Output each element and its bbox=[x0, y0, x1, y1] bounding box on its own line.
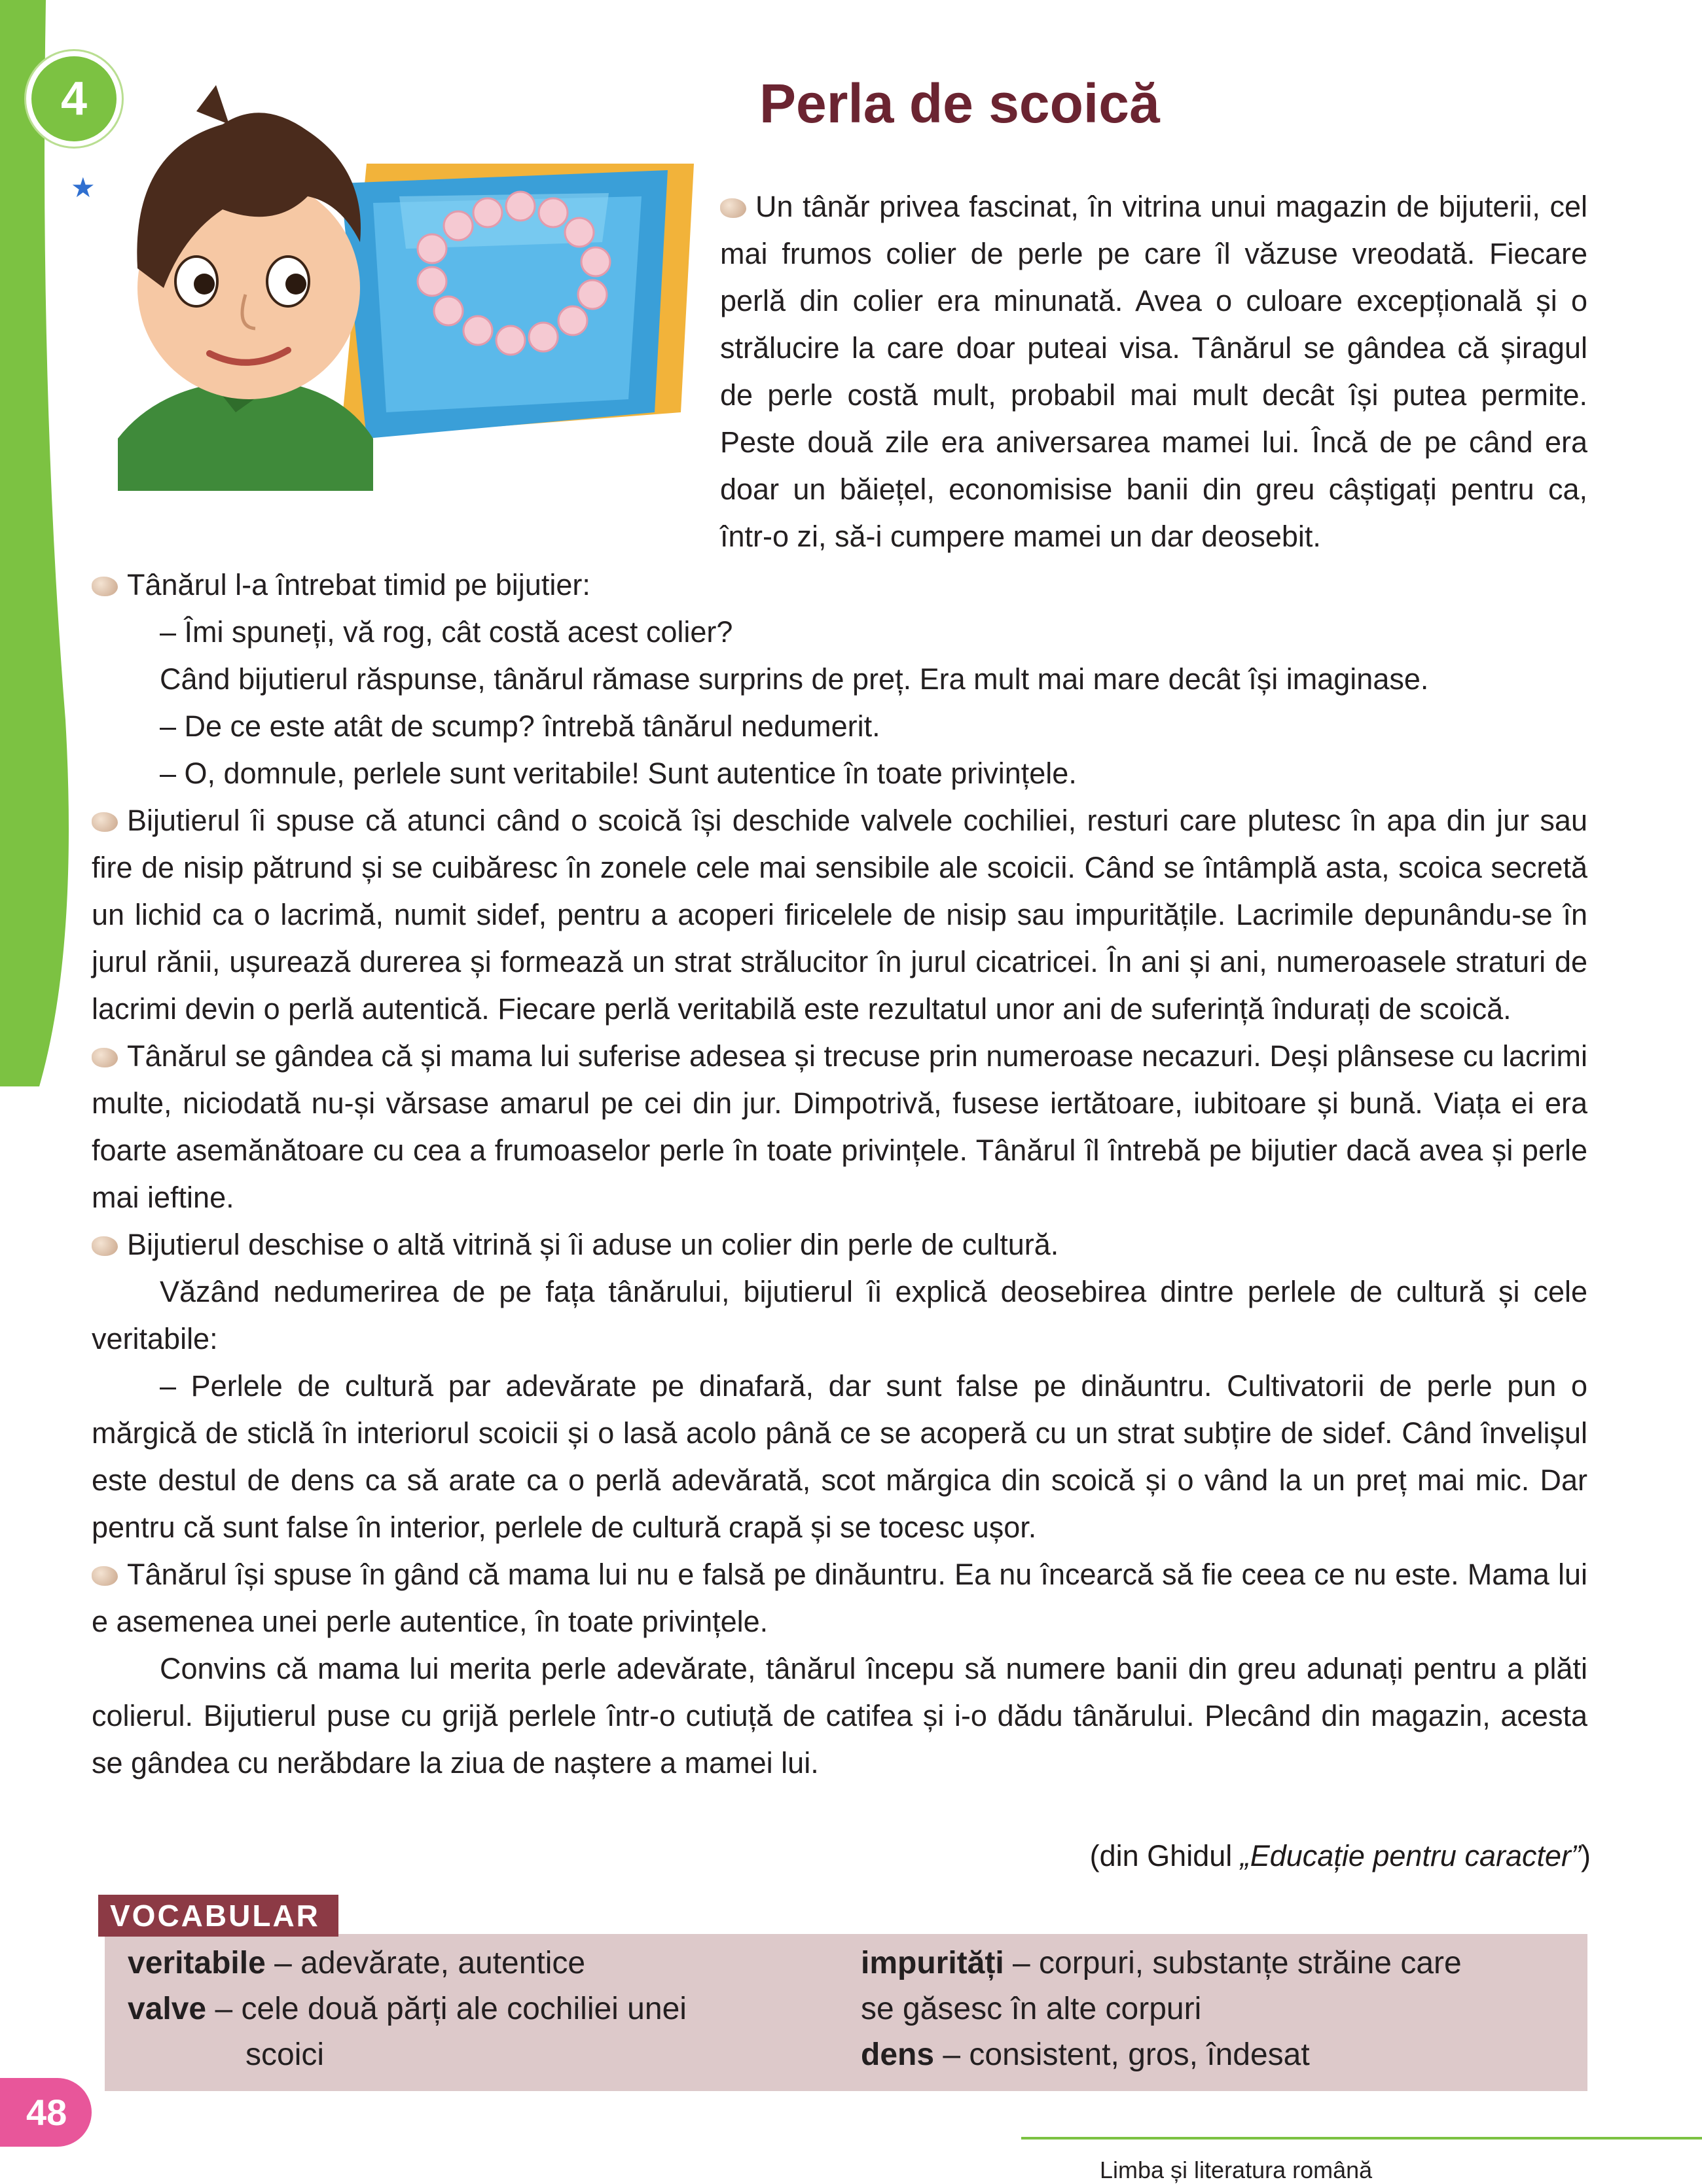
story-title: Perla de scoică bbox=[759, 73, 1160, 134]
dialog-line: – O, domnule, perlele sunt veritabile! Sunt autentice în toate privințele. bbox=[160, 757, 1077, 790]
shell-icon bbox=[92, 1236, 118, 1256]
body-paragraph: – Perlele de cultură par adevărate pe dinafară, dar sunt false pe dinăuntru. Cultivatorii de perle pun o mărgică de sticlă în interiorul scoicii și o lasă acolo până ce se acoperă cu un strat subțire de sidef. Când învelișul este destul de dens ca să arate ca o perlă adevărată, scot mărgica din scoică și o vând la un preț mai mic. Dar pentru că sunt false în interior, perlele de cultură crapă și se tocesc ușor. bbox=[92, 1369, 1587, 1544]
vocab-entry-continuation: se găsesc în alte corpuri bbox=[861, 1992, 1202, 2026]
lesson-number-badge: 4 bbox=[26, 51, 122, 147]
dialog-line: Când bijutierul răspunse, tânărul rămase surprins de preț. Era mult mai mare decât își imaginase. bbox=[160, 662, 1429, 696]
vocab-entry: impurități – corpuri, substanțe străine care bbox=[861, 1946, 1462, 1980]
body-paragraph: Tânărul se gândea că și mama lui suferise adesea și trecuse prin numeroase necazuri. Deși plânsese cu lacrimi multe, niciodată nu-și vărsase amarul pe cei din jur. Dimpotrivă, fusese iertătoare, iubitoare și bună. Viața ei era foarte asemănătoare cu cea a frumoaselor perle în toate privințele. Tânărul îl întrebă pe bijutier dacă avea și perle mai ieftine. bbox=[92, 1039, 1587, 1214]
vocab-entry: veritabile – adevărate, autentice bbox=[128, 1946, 586, 1980]
story-body bbox=[92, 562, 1587, 1787]
dialog-line: – De ce este atât de scump? întrebă tânărul nedumerit. bbox=[160, 709, 880, 743]
body-paragraph: Tânărul l-a întrebat timid pe bijutier: bbox=[92, 562, 1587, 609]
page-number: 48 bbox=[0, 2078, 92, 2147]
shell-icon bbox=[92, 1048, 118, 1067]
shell-icon bbox=[92, 812, 118, 832]
shell-icon bbox=[92, 1566, 118, 1586]
vocab-entry: valve – cele două părți ale cochiliei unei bbox=[128, 1992, 687, 2026]
body-paragraph: Tânărul își spuse în gând că mama lui nu e falsă pe dinăuntru. Ea nu încearcă să fie ceea ce nu este. Mama lui e asemenea unei perle autentice, în toate privințele. bbox=[92, 1558, 1587, 1638]
dialog-line: – Îmi spuneți, vă rog, cât costă acest colier? bbox=[160, 615, 733, 649]
green-margin-decoration bbox=[0, 0, 98, 1086]
body-paragraph: Văzând nedumerirea de pe fața tânărului, bijutierul îi explică deosebirea dintre perlele de cultură și cele veritabile: bbox=[92, 1275, 1587, 1355]
intro-paragraph: Un tânăr privea fascinat, în vitrina unui magazin de bijuterii, cel mai frumos colier de perle pe care îl văzuse vreodată. Fiecare perlă din colier era minunată. Avea o culoare excepțională și o strălucire la care doar puteai visa. Tânărul se gândea că șiragul de perle costă mult, probabil mai mult decât își putea permite. Peste două zile era aniversarea mamei lui. Încă de pe când era doar un băiețel, economisise banii din greu câștigați pentru ca, într-o zi, să-i cumpere mamei un dar deosebit. bbox=[720, 190, 1587, 553]
vocabulary-label: VOCABULAR bbox=[98, 1895, 338, 1937]
footer-subject: Limba și literatura română bbox=[1100, 2157, 1373, 2183]
source-attribution: (din Ghidul „Educație pentru caracter”) bbox=[1089, 1839, 1591, 1872]
footer-divider bbox=[1021, 2137, 1702, 2139]
intro-paragraph-block bbox=[720, 183, 1587, 560]
body-paragraph: Bijutierul îi spuse că atunci când o scoică își deschide valvele cochiliei, resturi care plutesc în apa din jur sau fire de nisip pătrund și se cuibăresc în zonele cele mai sensibile ale scoicii. Când se întâmplă asta, scoica secretă un lichid ca o lacrimă, numit sidef, pentru a acoperi firicelele de nisip sau impuritățile. Lacrimile depunându-se în jurul rănii, ușurează durerea și formează un strat strălucitor în jurul cicatricei. În ani și ani, numeroasele straturi de lacrimi devin o perlă autentică. Fiecare perlă veritabilă este rezultatul unor ani de suferință îndurați de scoică. bbox=[92, 804, 1587, 1026]
body-paragraph: Bijutierul deschise o altă vitrină și îi aduse un colier din perle de cultură. bbox=[92, 1221, 1587, 1268]
shell-icon bbox=[720, 198, 746, 218]
body-paragraph: Convins că mama lui merita perle adevărate, tânărul începu să numere banii din greu adunați pentru a plăti colierul. Bijutierul puse cu grijă perlele într-o cutiuță de catifea și i-o dădu tânărului. Plecând din magazin, acesta se gândea cu nerăbdare la ziua de naștere a mamei lui. bbox=[92, 1652, 1587, 1780]
vocab-entry-continuation: scoici bbox=[245, 2037, 325, 2072]
boy-pearl-illustration bbox=[92, 72, 707, 491]
vocabulary-right-column bbox=[861, 1941, 1462, 2078]
vocab-entry: dens – consistent, gros, îndesat bbox=[861, 2037, 1310, 2072]
shell-icon bbox=[92, 577, 118, 596]
star-icon: ★ bbox=[71, 172, 96, 203]
vocabulary-left-column bbox=[128, 1941, 687, 2078]
